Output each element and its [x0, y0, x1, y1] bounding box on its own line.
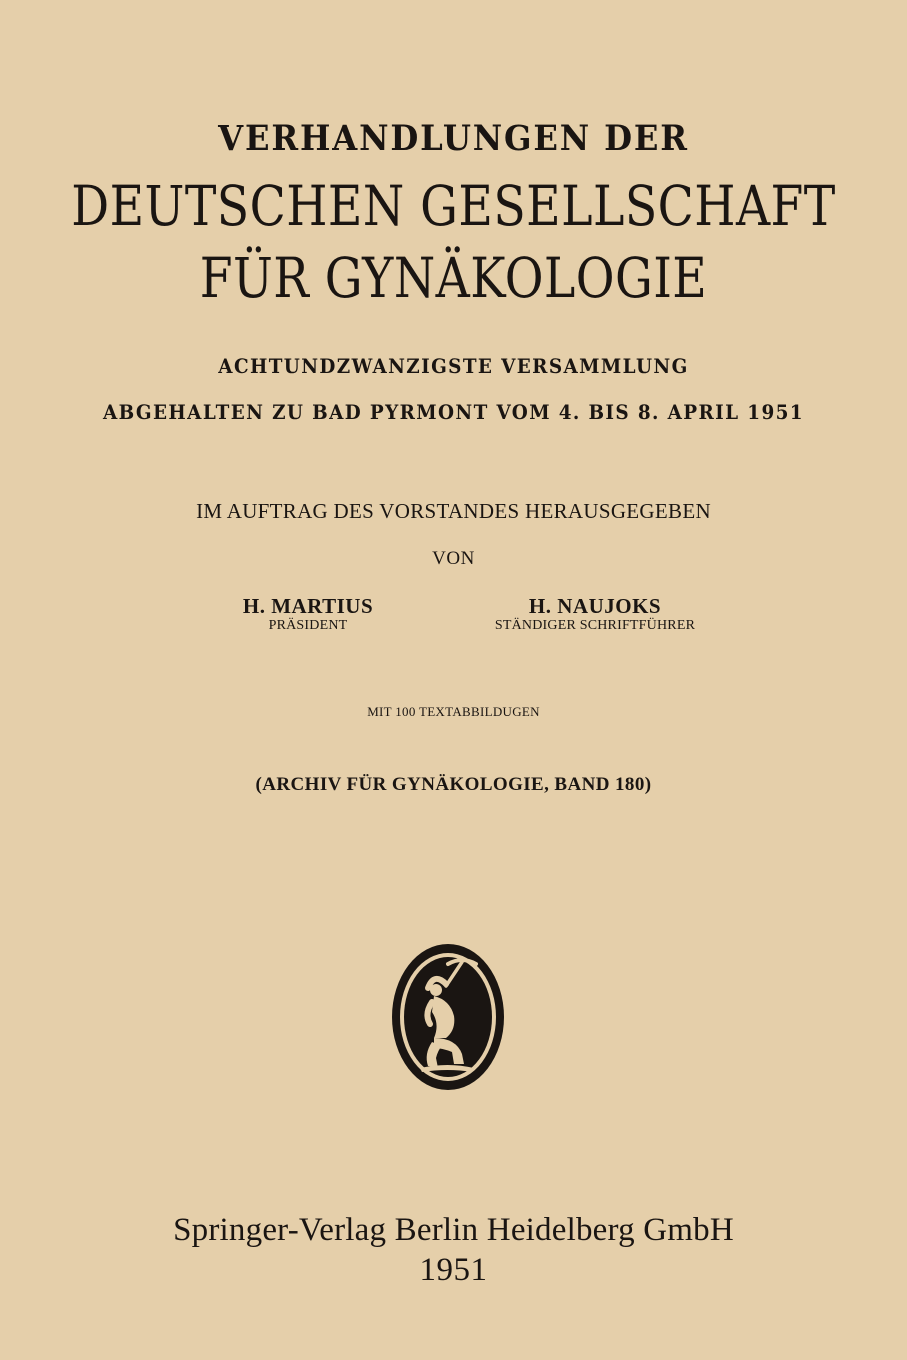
editor-block: [470, 594, 720, 634]
publication-year: 1951: [419, 1252, 488, 1288]
main-title-line2: FÜR GYNÄKOLOGIE: [199, 246, 708, 310]
meeting-subtitle: ACHTUNDZWANZIGSTE VERSAMMLUNG: [218, 354, 689, 378]
editor-name: H. NAUJOKS: [528, 594, 662, 618]
springer-knight-logo-icon: [390, 942, 506, 1092]
commission-statement: IM AUFTRAG DES VORSTANDES HERAUSGEGEBEN: [196, 499, 711, 523]
editor-role: STÄNDIGER SCHRIFTFÜHRER: [494, 618, 696, 633]
editor-block: [198, 594, 418, 634]
publisher-name: Springer-Verlag Berlin Heidelberg GmbH: [173, 1212, 734, 1248]
editor-role: PRÄSIDENT: [268, 618, 348, 633]
editor-name: H. MARTIUS: [242, 594, 374, 618]
von-label: VON: [432, 548, 475, 569]
archive-reference: (ARCHIV FÜR GYNÄKOLOGIE, BAND 180): [255, 774, 652, 795]
main-title-line1: DEUTSCHEN GESELLSCHAFT: [71, 174, 836, 238]
meeting-location-date: ABGEHALTEN ZU BAD PYRMONT VOM 4. BIS 8. APRIL 1951: [102, 400, 804, 424]
illustrations-note: MIT 100 TEXTABBILDUGEN: [367, 704, 540, 719]
series-title: VERHANDLUNGEN DER: [218, 118, 689, 159]
